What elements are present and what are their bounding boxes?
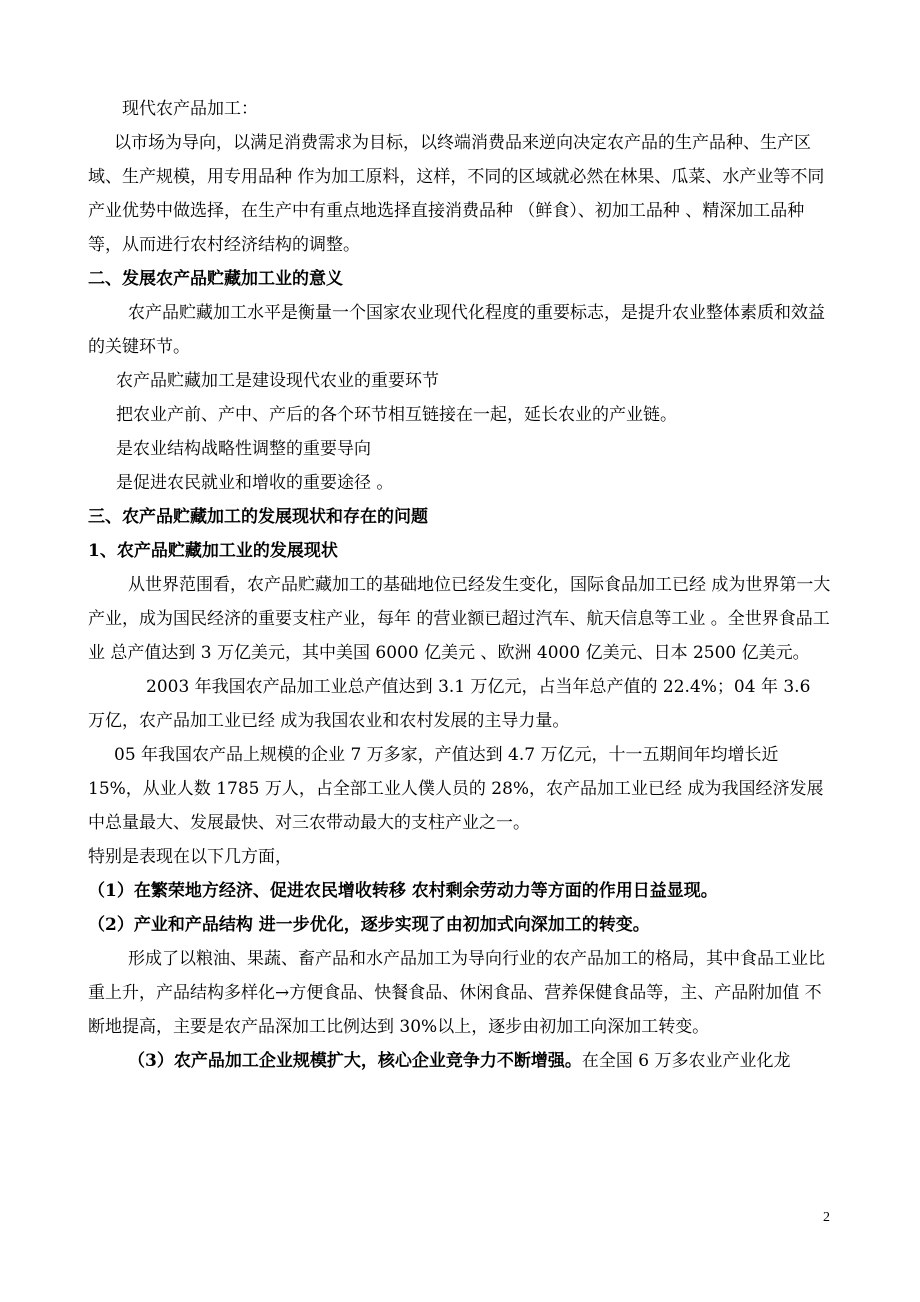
paragraph-world-status: 从世界范围看，农产品贮藏加工的基础地位已经发生变化，国际食品加工已经 成为世界第一大产业，成为国民经济的重要支柱产业，每年 的营业额已超过汽车、航天信息等工业 。全世界食品工业 总产值达到 3 万亿美元，其中美国 6000 亿美元 、欧洲 4000 亿美元、日本 2500 亿美元。 bbox=[88, 575, 831, 663]
paragraph-processing-level: 农产品贮藏加工水平是衡量一个国家农业现代化程度的重要标志，是提升农业整体素质和效益的关键环节。 bbox=[88, 303, 825, 357]
subsection-heading-development-status: 1、农产品贮藏加工业的发展现状 bbox=[88, 541, 338, 561]
paragraph-china-2005: 05 年我国农产品上规模的企业 7 万多家，产值达到 4.7 万亿元，十一五期间年均增长近 15%，从业人数 1785 万人，占全部工业人僕人员的 28%，农产品加工业已经 成为我国经济发展中总量最大、发展最快、对三农带动最大的支柱产业之一。 bbox=[88, 745, 824, 833]
paragraph-important-link: 农产品贮藏加工是建设现代农业的重要环节 bbox=[116, 371, 439, 391]
paragraph-structure-pattern: 形成了以粮油、果蔬、畜产品和水产品加工为导向行业的农产品加工的格局，其中食品工业比重上升，产品结构多样化→方便食品、快餐食品、休闲食品、营养保健食品等，主、产品附加值 不断地提高，主要是农产品深加工比例达到 30%以上，逐步由初加工向深加工转变。 bbox=[88, 949, 825, 1037]
paragraph-china-2003: 2003 年我国农产品加工业总产值达到 3.1 万亿元，占当年总产值的 22.4%；04 年 3.6 万亿，农产品加工业已经 成为我国农业和农村发展的主导力量。 bbox=[88, 677, 811, 731]
document-body bbox=[88, 92, 832, 1078]
page-number: 2 bbox=[823, 1210, 830, 1225]
point-3-bold-text: （3）农产品加工企业规模扩大，核心企业竞争力不断增强。 bbox=[128, 1051, 582, 1071]
paragraph-modern-processing-title: 现代农产品加工： bbox=[122, 99, 258, 119]
section-heading-status-problems: 三、农产品贮藏加工的发展现状和存在的问题 bbox=[88, 507, 428, 527]
section-heading-significance: 二、发展农产品贮藏加工业的意义 bbox=[88, 269, 343, 289]
point-2-heading: （2）产业和产品结构 进一步优化，逐步实现了由初加式向深加工的转变。 bbox=[88, 915, 650, 935]
paragraph-modern-processing-body: 以市场为导向，以满足消费需求为目标，以终端消费品来逆向决定农产品的生产品种、生产区域、生产规模，用专用品种 作为加工原料，这样，不同的区域就必然在林果、瓜菜、水产业等不同产业优势中做选择，在生产中有重点地选择直接消费品种 （鲜食）、初加工品种 、精深加工品种等，从而进行农村经济结构的调整。 bbox=[88, 133, 825, 255]
point-3-normal-text: 在全国 6 万多农业产业化龙 bbox=[581, 1051, 791, 1071]
paragraph-strategic-guidance: 是农业结构战略性调整的重要导向 bbox=[116, 439, 371, 459]
point-1-heading: （1）在繁荣地方经济、促进农民增收转移 农村剩余劳动力等方面的作用日益显现。 bbox=[88, 881, 718, 901]
paragraph-point-3 bbox=[88, 1044, 832, 1078]
paragraph-industry-chain: 把农业产前、产中、产后的各个环节相互链接在一起，延长农业的产业链。 bbox=[116, 405, 677, 425]
paragraph-income-growth: 是促进农民就业和增收的重要途径 。 bbox=[116, 473, 394, 493]
paragraph-special-aspects: 特别是表现在以下几方面， bbox=[88, 847, 292, 867]
